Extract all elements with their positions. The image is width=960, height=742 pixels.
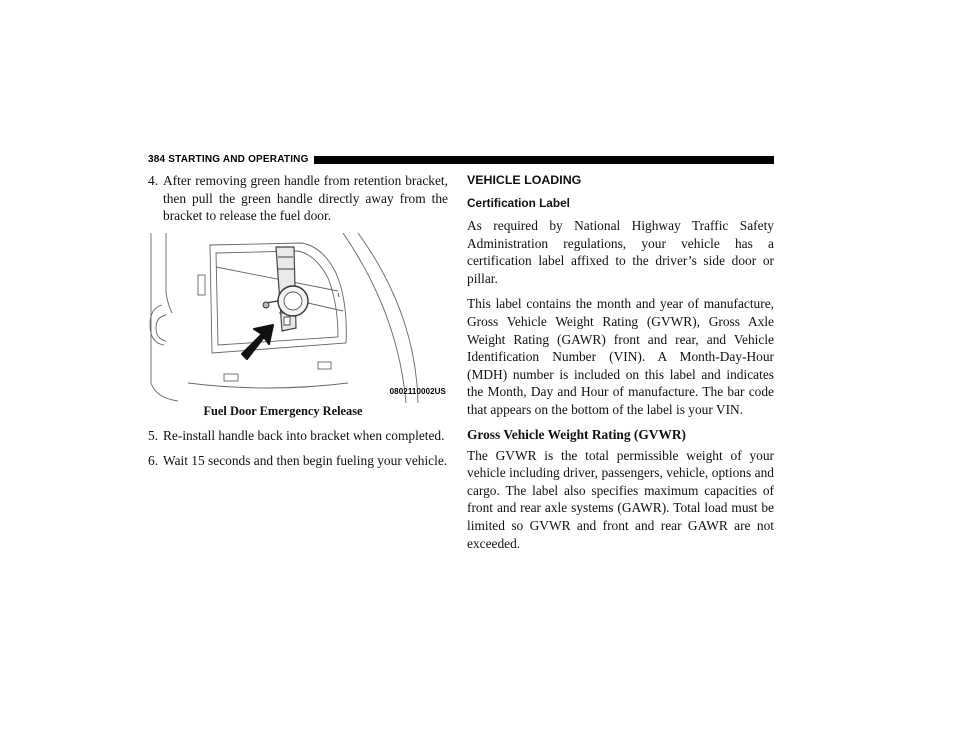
- step-6: [148, 452, 448, 470]
- step-text: After removing green handle from retention bracket, then pull the green handle directly away from the bracket to release the fuel door.: [163, 173, 448, 224]
- figure-caption: Fuel Door Emergency Release: [203, 403, 363, 418]
- step-text: Wait 15 seconds and then begin fueling your vehicle.: [163, 453, 448, 469]
- certification-paragraph-2: This label contains the month and year of manufacture, Gross Vehicle Weight Rating (GVWR), Gross Axle Weight Rating (GAWR) front and rear, and Vehicle Identification Number (VIN). A Month-Day-Hour (MDH) number is included on this label and indicates the Month, Day and Hour of manufacture. The bar code that appears on the bottom of the label is your VIN.: [467, 296, 774, 417]
- fuel-door-illustration: [148, 233, 448, 403]
- certification-label-heading: Certification Label: [467, 196, 570, 210]
- header-rule: [314, 156, 774, 164]
- gvwr-paragraph: The GVWR is the total permissible weight of your vehicle including driver, passengers, vehicle, options and cargo. The label also specifies maximum capacities of front and rear axle systems (GAWR). Total load must be limited so GVWR and front and rear GAWR are not exceeded.: [467, 447, 774, 551]
- left-column: [148, 172, 448, 478]
- page-header: [148, 154, 774, 166]
- step-number: 5.: [148, 427, 159, 443]
- gvwr-heading: Gross Vehicle Weight Rating (GVWR): [467, 426, 686, 442]
- section-title: VEHICLE LOADING: [467, 173, 582, 187]
- arrow-icon: [242, 325, 273, 359]
- certification-paragraph-1: As required by National Highway Traffic Safety Administration regulations, your vehicle has a certification label affixed to the driver’s side door or pillar.: [467, 218, 774, 286]
- right-column: [467, 172, 774, 560]
- step-number: 4.: [148, 173, 159, 188]
- step-number: 6.: [148, 453, 159, 469]
- step-4: [148, 172, 448, 225]
- page-number-and-section: 384 STARTING AND OPERATING: [148, 154, 309, 165]
- step-text: Re-install handle back into bracket when completed.: [163, 427, 445, 443]
- fuel-door-drawing: [148, 233, 448, 403]
- step-5: [148, 427, 448, 445]
- figure-code: 0802110002US: [389, 387, 446, 397]
